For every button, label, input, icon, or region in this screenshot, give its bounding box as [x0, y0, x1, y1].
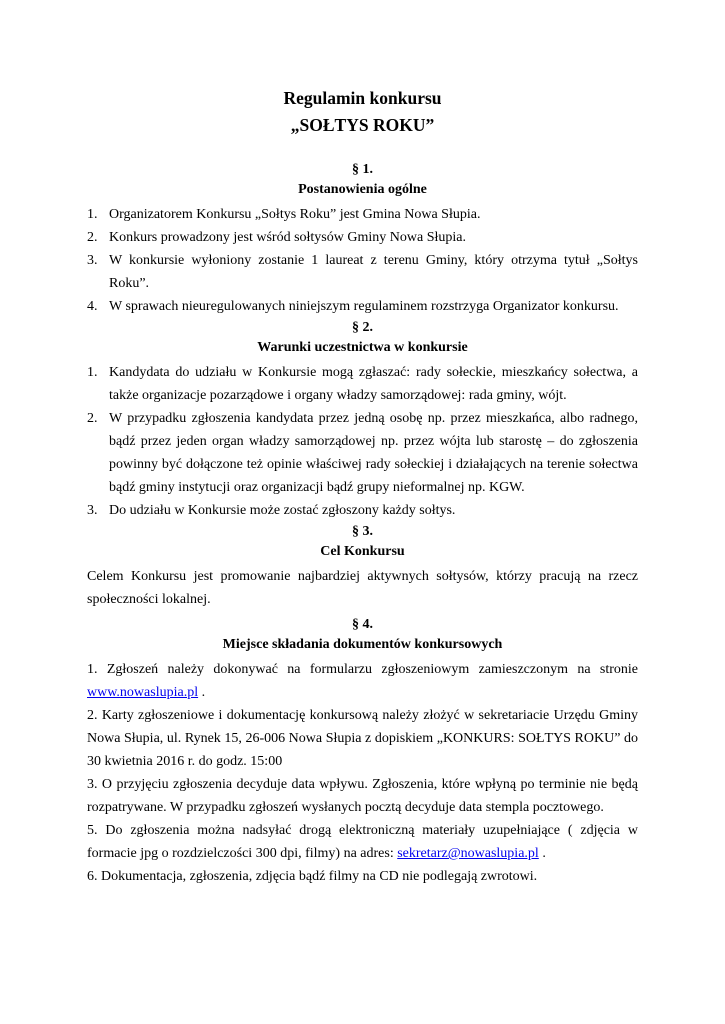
item-text: Do udziału w Konkursie może zostać zgłoszony każdy sołtys. [109, 503, 456, 518]
section-4-paragraph-5 [87, 819, 638, 865]
section-3-paragraph: Celem Konkursu jest promowanie najbardziej aktywnych sołtysów, którzy pracują na rzecz społeczności lokalnej. [87, 569, 638, 607]
paragraph-tail: . [538, 846, 546, 861]
section-1-heading: Postanowienia ogólne [298, 182, 427, 197]
section-4-paragraph-6: 6. Dokumentacja, zgłoszenia, zdjęcia bądź filmy na CD nie podlegają zwrotowi. [87, 869, 538, 884]
item-number: 4. [87, 299, 98, 314]
item-number: 1. [87, 365, 98, 380]
paragraph-text: 1. Zgłoszeń należy dokonywać na formularzu zgłoszeniowym zamieszczonym na stronie [87, 662, 638, 677]
item-number: 3. [87, 503, 98, 518]
list-item [87, 295, 638, 318]
section-4-number: § 4. [352, 617, 373, 632]
section-1-list [87, 203, 638, 318]
section-4-paragraph-2: 2. Karty zgłoszeniowe i dokumentację konkursową należy złożyć w sekretariacie Urzędu Gminy Nowa Słupia, ul. Rynek 15, 26-006 Nowa Słupia z dopiskiem „KONKURS: SOŁTYS ROKU” do 30 kwietnia 2016 r. do godz. 15:00 [87, 708, 638, 769]
document-content [87, 86, 638, 888]
paragraph-text: 5. Do zgłoszenia można nadsyłać drogą elektroniczną materiały uzupełniające ( zdjęcia w formacie jpg o rozdzielczości 300 dpi, filmy) na adres: [87, 823, 638, 861]
website-link[interactable]: www.nowaslupia.pl [87, 685, 199, 700]
item-text: W konkursie wyłoniony zostanie 1 laureat z terenu Gminy, który otrzyma tytuł „Sołtys Roku”. [109, 253, 638, 291]
document-title: Regulamin konkursu [283, 88, 442, 108]
item-number: 3. [87, 253, 98, 268]
section-3-number: § 3. [352, 524, 373, 539]
item-text: W przypadku zgłoszenia kandydata przez jedną osobę np. przez mieszkańca, albo radnego, bądź przez jeden organ władzy samorządowej np. przez wójta lub starostę – do zgłoszenia powinny być dołączone też opinie właściwej rady sołeckiej i działających na terenie sołectwa bądź gminy instytucji oraz organizacji bądź grupy nieformalnej np. KGW. [109, 411, 638, 495]
section-4-heading: Miejsce składania dokumentów konkursowych [222, 637, 503, 652]
list-item [87, 499, 638, 522]
list-item [87, 249, 638, 295]
section-2-list [87, 361, 638, 522]
section-4-paragraph-3: 3. O przyjęciu zgłoszenia decyduje data wpływu. Zgłoszenia, które wpłyną po terminie nie będą rozpatrywane. W przypadku zgłoszeń wysłanych pocztą decyduje data stempla pocztowego. [87, 777, 638, 815]
document-subtitle: „SOŁTYS ROKU” [290, 115, 435, 135]
item-text: Konkurs prowadzony jest wśród sołtysów Gminy Nowa Słupia. [109, 230, 466, 245]
item-number: 2. [87, 230, 98, 245]
section-2-heading: Warunki uczestnictwa w konkursie [257, 340, 468, 355]
email-link[interactable]: sekretarz@nowaslupia.pl [397, 846, 539, 861]
list-item [87, 203, 638, 226]
item-text: Kandydata do udziału w Konkursie mogą zgłaszać: rady sołeckie, mieszkańcy sołectwa, a także organizacje pozarządowe i organy władzy samorządowej: rada gminy, wójt. [109, 365, 638, 403]
item-text: W sprawach nieuregulowanych niniejszym regulaminem rozstrzyga Organizator konkursu. [109, 299, 619, 314]
list-item [87, 226, 638, 249]
paragraph-tail: . [198, 685, 206, 700]
section-2-number: § 2. [352, 320, 373, 335]
section-1-number: § 1. [352, 162, 373, 177]
item-number: 2. [87, 411, 98, 426]
list-item [87, 407, 638, 499]
item-number: 1. [87, 207, 98, 222]
item-text: Organizatorem Konkursu „Sołtys Roku” jest Gmina Nowa Słupia. [109, 207, 481, 222]
list-item [87, 361, 638, 407]
section-4-paragraph-1 [87, 658, 638, 704]
section-3-heading: Cel Konkursu [320, 544, 405, 559]
